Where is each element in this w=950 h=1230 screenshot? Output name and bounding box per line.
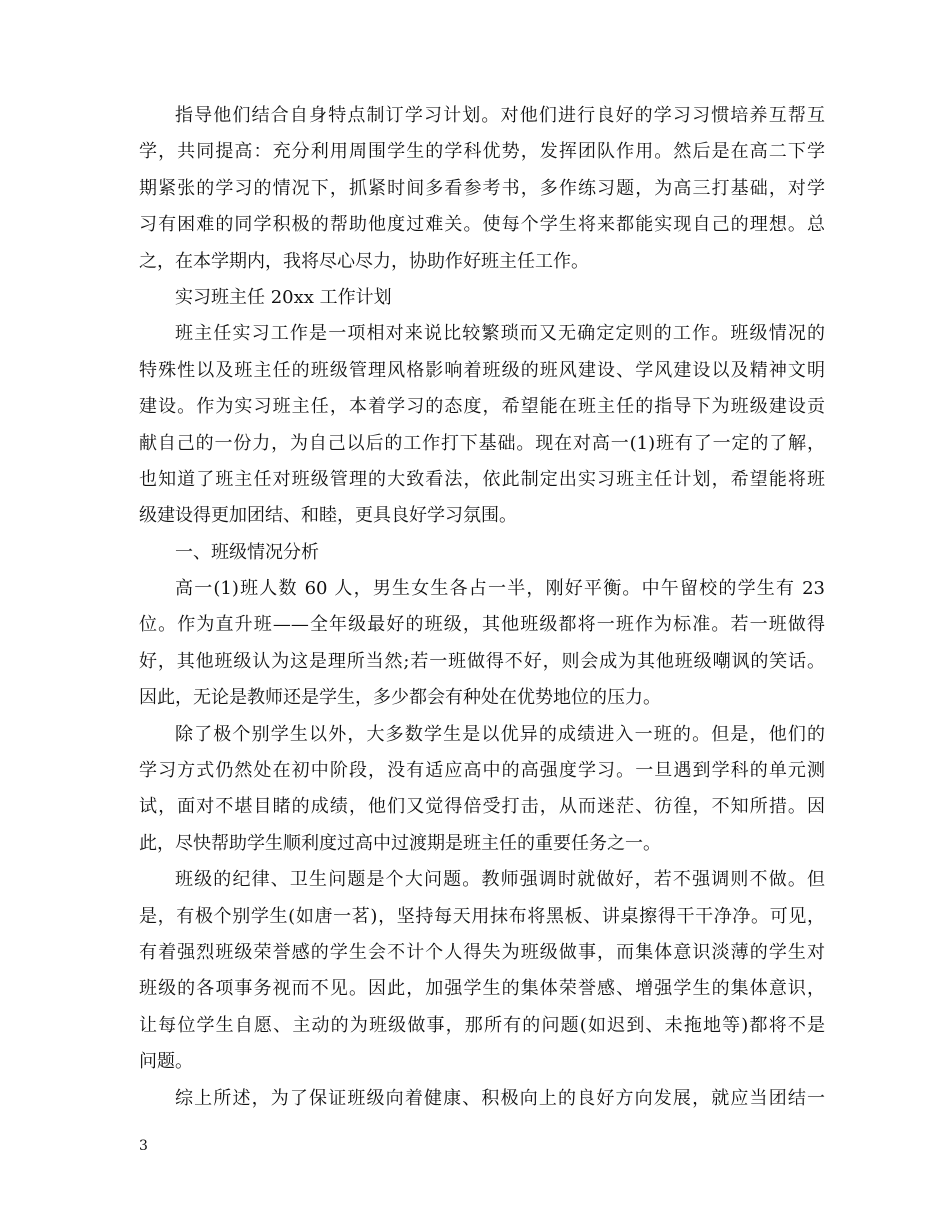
text-line: 此，尽快帮助学生顺利度过高中过渡期是班主任的重要任务之一。 (139, 832, 661, 854)
text-line: 之，在本学期内，我将尽心尽力，协助作好班主任工作。 (139, 250, 589, 272)
text-line: 级建设得更加团结、和睦，更具良好学习氛围。 (139, 505, 517, 527)
text-line: 试，面对不堪目睹的成绩，他们又觉得倍受打击，从而迷茫、彷徨，不知所措。因 (139, 796, 825, 818)
text-line: 高一(1)班人数 60 人，男生女生各占一半，刚好平衡。中午留校的学生有 23 (175, 578, 825, 600)
text-line: 特殊性以及班主任的班级管理风格影响着班级的班风建设、学风建设以及精神文明 (139, 359, 825, 381)
text-line: 综上所述，为了保证班级向着健康、积极向上的良好方向发展，就应当团结一 (175, 1087, 825, 1109)
text-line: 因此，无论是教师还是学生，多少都会有种处在优势地位的压力。 (139, 687, 661, 709)
text-line: 好，其他班级认为这是理所当然;若一班做得不好，则会成为其他班级嘲讽的笑话。 (139, 650, 825, 672)
text-line: 是，有极个别学生(如唐一茗)，坚持每天用抹布将黑板、讲桌擦得干干净净。可见， (139, 905, 825, 927)
text-line: 班级的各项事务视而不见。因此，加强学生的集体荣誉感、增强学生的集体意识， (139, 978, 825, 1000)
document-body (139, 98, 825, 1117)
text-line: 习有困难的同学积极的帮助他度过难关。使每个学生将来都能实现自己的理想。总 (139, 214, 825, 236)
text-line: 学，共同提高：充分利用周围学生的学科优势，发挥团队作用。然后是在高二下学 (139, 141, 825, 163)
text-line: 问题。 (139, 1051, 193, 1073)
text-line: 班级的纪律、卫生问题是个大问题。教师强调时就做好，若不强调则不做。但 (175, 869, 825, 891)
text-line: 指导他们结合自身特点制订学习计划。对他们进行良好的学习习惯培养互帮互 (175, 105, 825, 126)
text-line: 让每位学生自愿、主动的为班级做事，那所有的问题(如迟到、未拖地等)都将不是 (139, 1014, 825, 1036)
text-line: 位。作为直升班——全年级最好的班级，其他班级都将一班作为标准。若一班做得 (139, 614, 825, 636)
text-line: 也知道了班主任对班级管理的大致看法，依此制定出实习班主任计划，希望能将班 (139, 468, 825, 490)
text-line: 期紧张的学习的情况下，抓紧时间多看参考书，多作练习题，为高三打基础，对学 (139, 177, 825, 199)
text-line: 一、班级情况分析 (175, 541, 319, 563)
text-line: 实习班主任 20xx 工作计划 (175, 286, 392, 308)
text-line: 建设。作为实习班主任，本着学习的态度，希望能在班主任的指导下为班级建设贡 (139, 396, 825, 418)
text-line: 班主任实习工作是一项相对来说比较繁琐而又无确定定则的工作。班级情况的 (175, 323, 825, 345)
page-number: 3 (139, 1138, 148, 1154)
text-line: 有着强烈班级荣誉感的学生会不计个人得失为班级做事，而集体意识淡薄的学生对 (139, 941, 825, 963)
text-line: 学习方式仍然处在初中阶段，没有适应高中的高强度学习。一旦遇到学科的单元测 (139, 760, 825, 782)
text-line: 除了极个别学生以外，大多数学生是以优异的成绩进入一班的。但是，他们的 (175, 723, 825, 745)
text-line: 献自己的一份力，为自己以后的工作打下基础。现在对高一(1)班有了一定的了解， (139, 432, 825, 454)
